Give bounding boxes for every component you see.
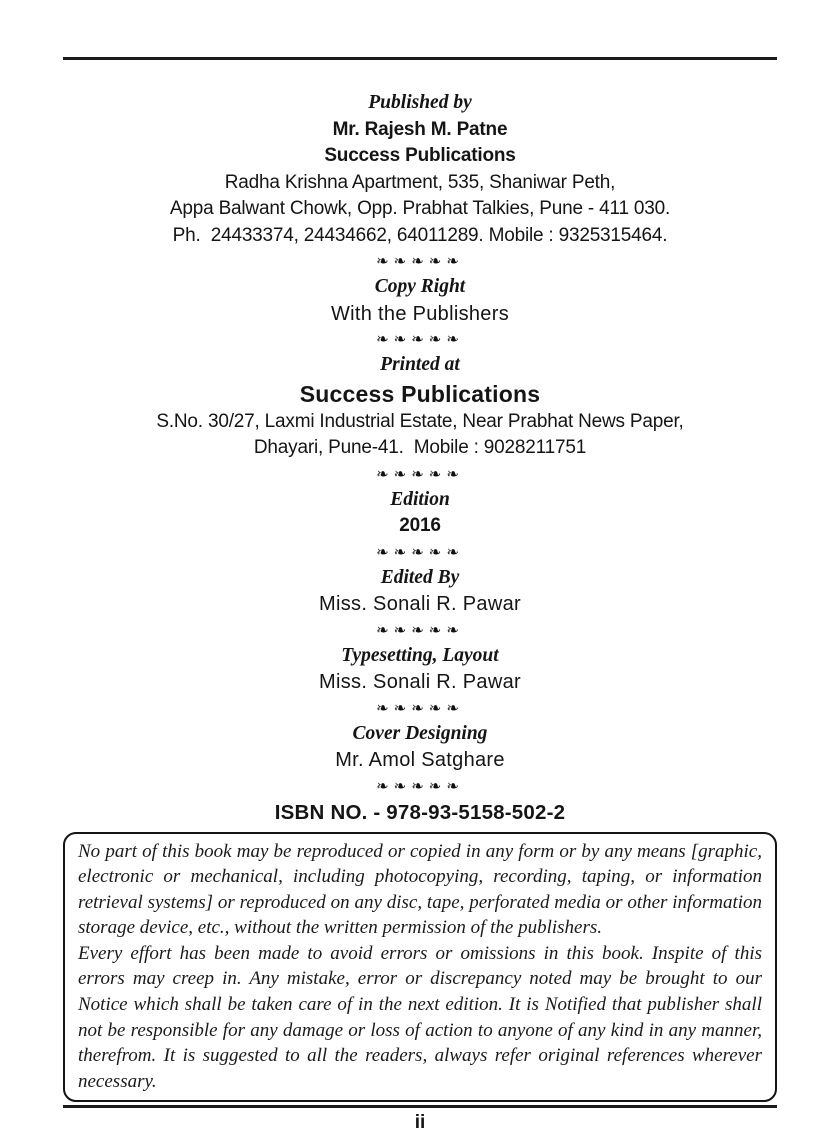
typesetting-name: Miss. Sonali R. Pawar <box>319 671 521 693</box>
copyright-heading: Copy Right <box>374 276 466 297</box>
printer-address-1: S.No. 30/27, Laxmi Industrial Estate, Near Prabhat News Paper, <box>156 410 684 432</box>
edited-by-heading: Edited By <box>380 566 460 588</box>
page-number: ii <box>414 1112 426 1134</box>
publisher-address-2: Appa Balwant Chowk, Opp. Prabhat Talkies, Pune - 411 030. <box>169 198 671 219</box>
publisher-phone: Ph. 24433374, 24434662, 64011289. Mobile : 9325315464. <box>172 224 668 246</box>
bottom-rule <box>63 1105 777 1108</box>
ornament-divider-1: ❧❧❧❧❧ <box>376 252 464 270</box>
ornament-divider-2: ❧❧❧❧❧ <box>376 330 464 348</box>
top-rule <box>63 57 777 60</box>
cover-designer-name: Mr. Amol Satghare <box>335 749 505 771</box>
cover-designing-heading: Cover Designing <box>352 722 488 744</box>
edition-year: 2016 <box>399 515 441 536</box>
ornament-divider-4: ❧❧❧❧❧ <box>376 542 464 561</box>
copyright-page <box>0 57 840 1140</box>
ornament-divider-7: ❧❧❧❧❧ <box>376 776 464 795</box>
typesetting-heading: Typesetting, Layout <box>341 644 499 666</box>
printer-company: Success Publications <box>299 380 541 407</box>
copyright-holder: With the Publishers <box>331 302 509 325</box>
published-by-heading: Published by <box>368 92 472 113</box>
editor-name: Miss. Sonali R. Pawar <box>319 593 521 615</box>
ornament-divider-5: ❧❧❧❧❧ <box>376 620 464 639</box>
ornament-divider-3: ❧❧❧❧❧ <box>376 464 464 483</box>
publisher-address-1: Radha Krishna Apartment, 535, Shaniwar Peth, <box>224 171 616 193</box>
legal-notice-paragraph-2: Every effort has been made to avoid errors or omissions in this book. Inspite of this errors may creep in. Any mistake, error or discrepancy noted may be brought to our Notice which shall be taken care of in the next edition. It is Notified that publisher shall not be responsible for any damage or loss of action to anyone of any kind in any manner, therefrom. It is suggested to all the readers, always refer original references wherever necessary. <box>78 942 762 1092</box>
isbn-line: ISBN NO. - 978-93-5158-502-2 <box>274 800 566 824</box>
publisher-name: Mr. Rajesh M. Patne <box>332 118 508 140</box>
ornament-divider-6: ❧❧❧❧❧ <box>376 698 464 717</box>
legal-notice-paragraph-1: No part of this book may be reproduced or copied in any form or by any means [graphic, electronic or mechanical, including photocopying, recording, taping, or information retrieval systems] or reproduced on any disc, tape, perforated media or other information storage device, etc., without the written permission of the publishers. <box>78 840 762 939</box>
legal-notice-box <box>63 832 777 1103</box>
publication-details <box>63 90 777 827</box>
edition-heading: Edition <box>390 488 450 510</box>
publisher-company: Success Publications <box>324 145 516 166</box>
printed-at-heading: Printed at <box>380 354 460 375</box>
printer-address-2: Dhayari, Pune-41. Mobile : 9028211751 <box>253 437 587 458</box>
